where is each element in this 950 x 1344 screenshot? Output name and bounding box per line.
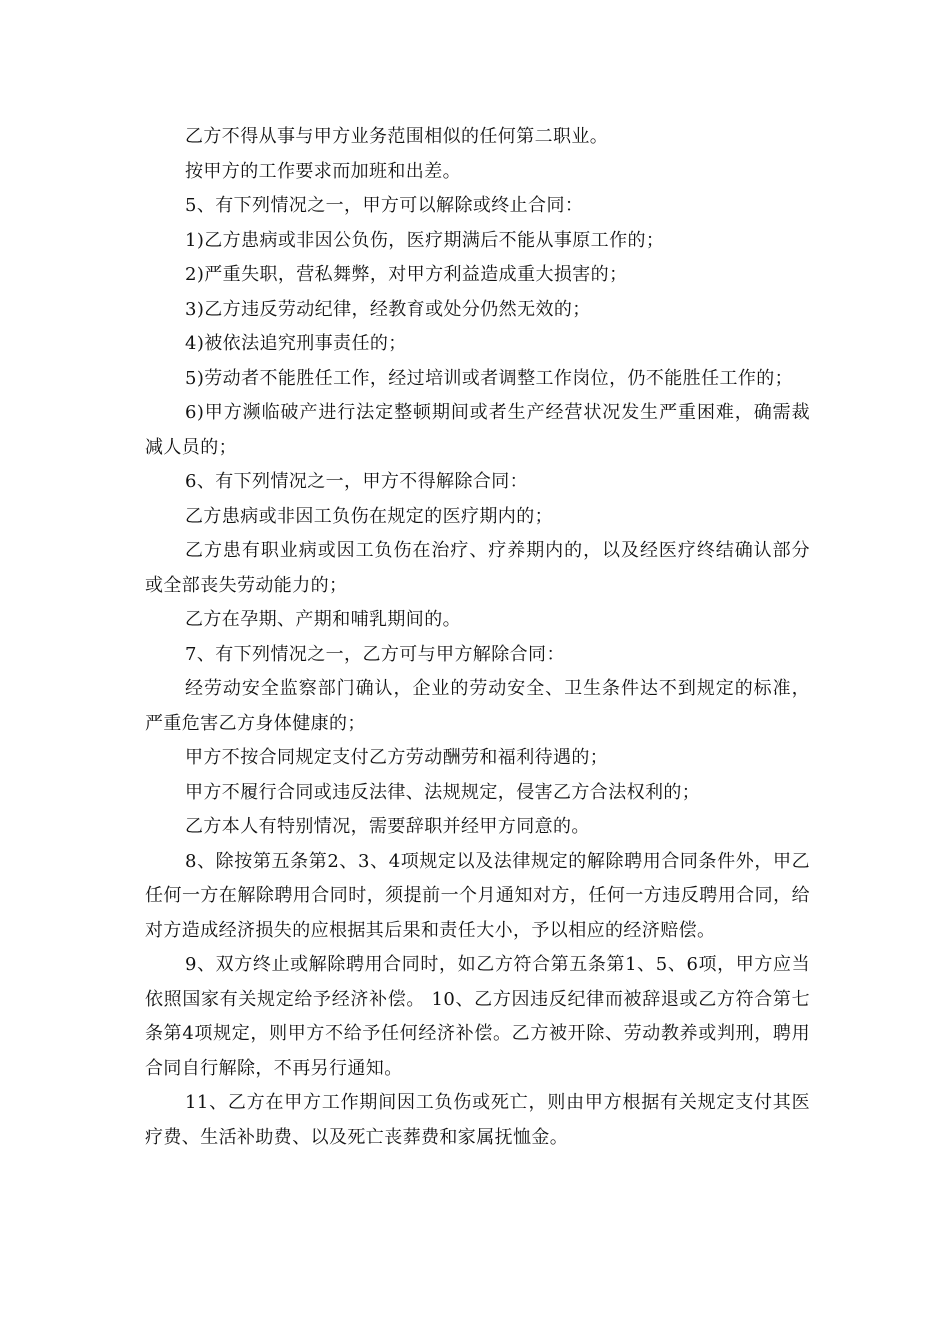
list-item: 乙方在孕期、产期和哺乳期间的。 <box>185 609 461 630</box>
list-item: 4)被依法追究刑事责任的； <box>185 333 407 354</box>
list-item: 2)严重失职，营私舞弊，对甲方利益造成重大损害的； <box>185 264 628 285</box>
clause-paragraph: 11、乙方在甲方工作期间因工负伤或死亡，则由甲方根据有关规定支付其医疗费、生活补助费、以及死亡丧葬费和家属抚恤金。 <box>145 1092 810 1148</box>
list-item: 乙方患病或非因工负伤在规定的医疗期内的； <box>185 505 553 527</box>
paragraph: 乙方不得从事与甲方业务范围相似的任何第二职业。 <box>185 126 609 147</box>
document-body <box>145 120 810 1155</box>
clause-paragraph: 8、除按第五条第2、3、4项规定以及法律规定的解除聘用合同条件外，甲乙任何一方在解除聘用合同时，须提前一个月通知对方，任何一方违反聘用合同，给对方造成经济损失的应根据其后果和责任大小，予以相应的经济赔偿。 <box>145 850 810 941</box>
paragraph: 按甲方的工作要求而加班和出差。 <box>185 160 461 182</box>
clause-heading: 5、有下列情况之一，甲方可以解除或终止合同： <box>185 195 584 216</box>
list-item: 甲方不履行合同或违反法律、法规规定，侵害乙方合法权利的； <box>185 781 701 803</box>
list-item: 甲方不按合同规定支付乙方劳动酬劳和福利待遇的； <box>185 747 609 768</box>
list-item: 3)乙方违反劳动纪律，经教育或处分仍然无效的； <box>185 298 591 320</box>
list-item: 乙方本人有特别情况，需要辞职并经甲方同意的。 <box>185 816 590 837</box>
clause-paragraph: 9、双方终止或解除聘用合同时，如乙方符合第五条第1、5、6项，甲方应当依照国家有关规定给予经济补偿。 10、乙方因违反纪律而被辞退或乙方符合第七条第4项规定，则甲方不给予任何经济补偿。乙方被开除、劳动教养或判刑，聘用合同自行解除，不再另行通知。 <box>145 954 810 1079</box>
clause-heading: 6、有下列情况之一，甲方不得解除合同： <box>185 471 529 492</box>
list-item: 5)劳动者不能胜任工作，经过培训或者调整工作岗位，仍不能胜任工作的； <box>185 367 794 389</box>
list-item: 1)乙方患病或非因公负伤，医疗期满后不能从事原工作的； <box>185 229 665 251</box>
list-item: 经劳动安全监察部门确认，企业的劳动安全、卫生条件达不到规定的标准，严重危害乙方身体健康的； <box>145 678 810 734</box>
list-item: 乙方患有职业病或因工负伤在治疗、疗养期内的，以及经医疗终结确认部分或全部丧失劳动能力的； <box>145 540 810 596</box>
clause-heading: 7、有下列情况之一，乙方可与甲方解除合同： <box>185 643 565 665</box>
list-item: 6)甲方濒临破产进行法定整顿期间或者生产经营状况发生严重困难，确需裁减人员的； <box>145 402 810 458</box>
